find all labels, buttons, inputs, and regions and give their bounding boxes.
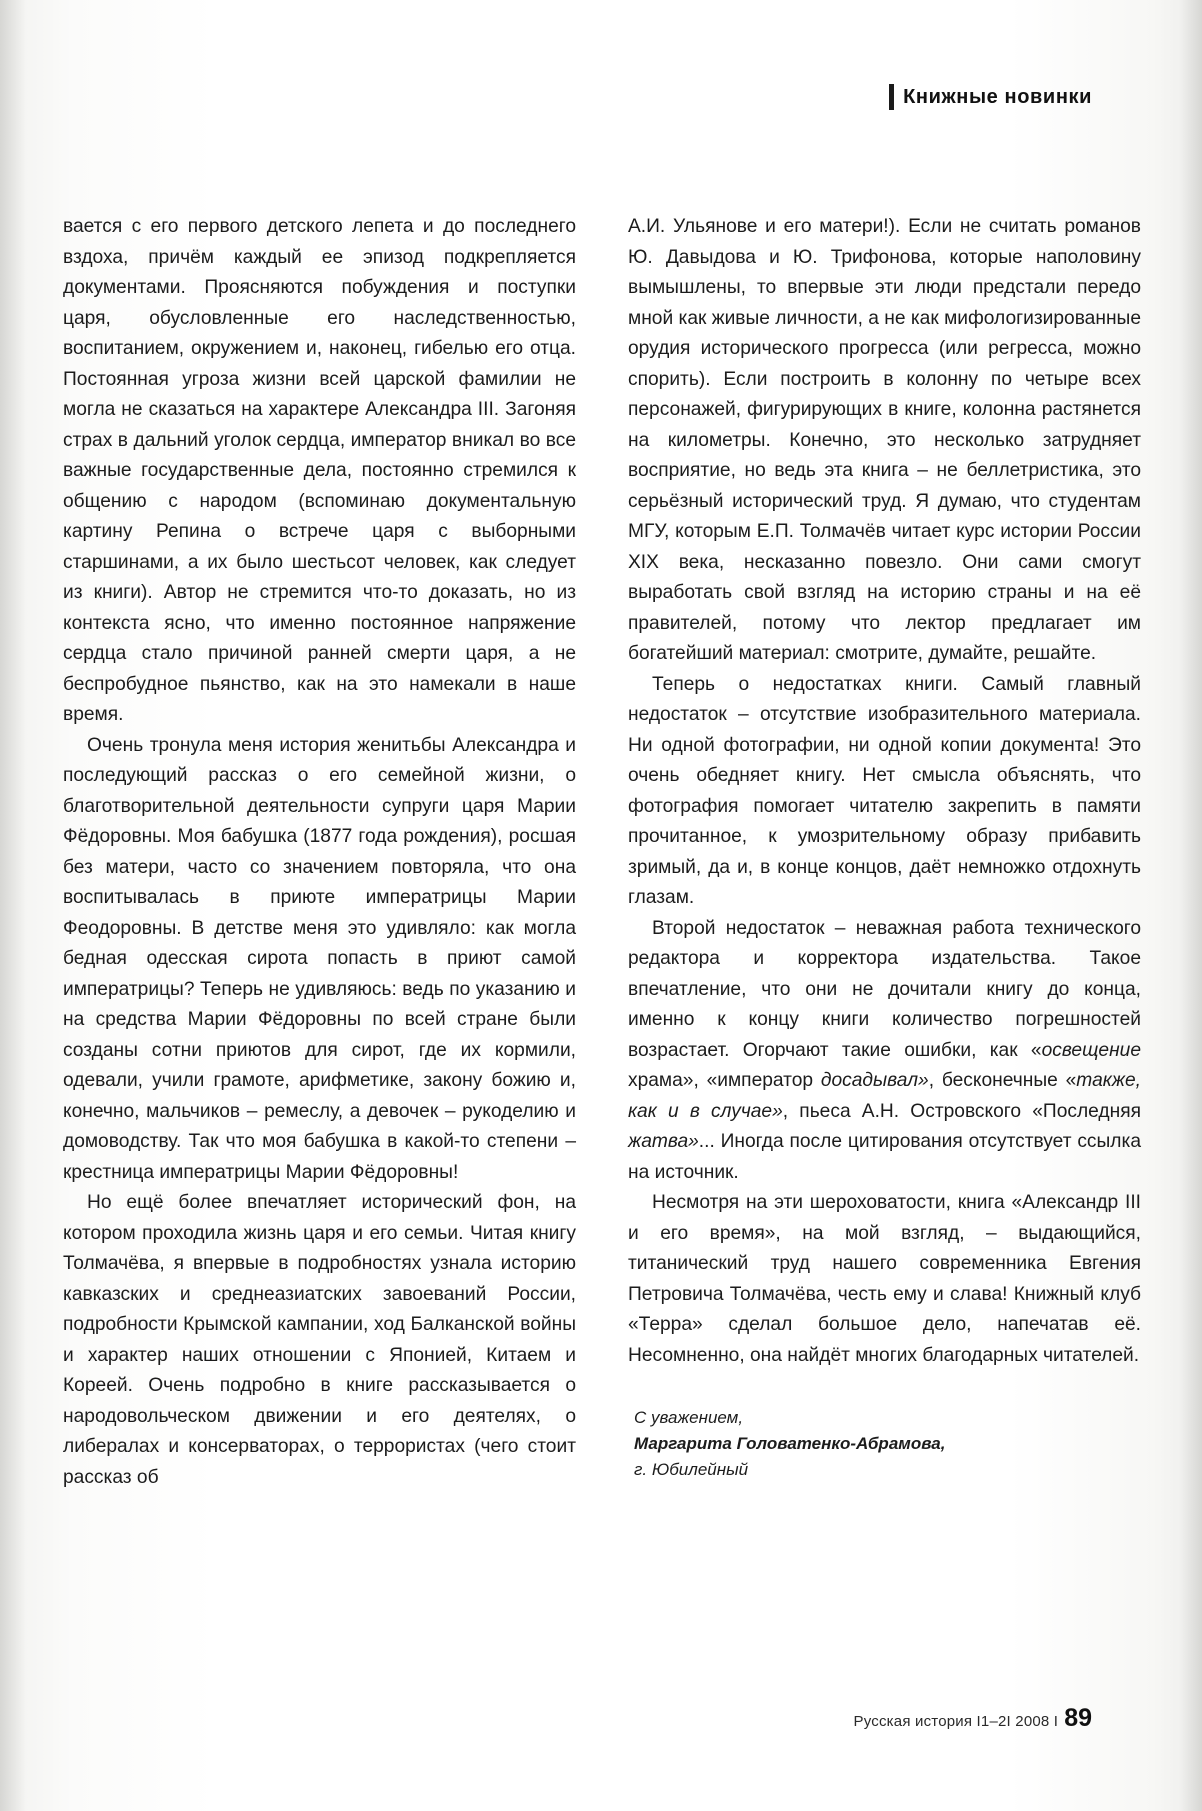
letter-signature <box>628 1405 1141 1483</box>
article-body <box>63 212 1141 1493</box>
page-edge-shadow-right <box>1180 0 1202 1811</box>
right-column <box>628 212 1141 1493</box>
paragraph-with-italics <box>628 914 1141 1189</box>
text-run: храма», «император <box>628 1070 821 1091</box>
text-run: , пьеса А.Н. Островского «Последняя <box>782 1100 1141 1122</box>
signature-author: Маргарита Головатенко-Абрамова, <box>634 1434 946 1453</box>
signature-closing: С уважением, <box>634 1408 744 1427</box>
paragraph: Очень тронула меня история женитьбы Александра и последующий рассказ о его семейной жизни, о благотворительной деятельности супруги царя Марии Фёдоровны. Моя бабушка (1877 года рождения), росшая без матери, часто со значением повторяла, что она воспитывалась в приюте императрицы Марии Феодоровны. В детстве меня это удивляло: как могла бедная одесская сирота попасть в приют самой императрицы? Теперь не удивляюсь: ведь по указанию и на средства Марии Фёдоровны по всей стране были созданы сотни приютов для сирот, где их кормили, одевали, учили грамоте, арифметике, закону божию и, конечно, мальчиков – ремеслу, а девочек – рукоделию и домоводству. Так что моя бабушка в какой-то степени – крестница императрицы Марии Фёдоровны! <box>63 734 576 1183</box>
header-rule-icon <box>889 84 894 110</box>
signature-city: г. Юбилейный <box>634 1460 749 1479</box>
paragraph: Но ещё более впечатляет исторический фон, на котором проходила жизнь царя и его семьи. Читая книгу Толмачёва, я впервые в подробностях узнала историю кавказских и среднеазиатских завоеваний России, подробности Крымской кампании, ход Балканской войны и характер наших отношении с Японией, Китаем и Кореей. Очень подробно в книге рассказывается о народовольческом движении и его деятелях, о либералах и консерваторах, о террористах (чего стоит рассказ об <box>63 1192 576 1488</box>
page-footer <box>854 1704 1092 1733</box>
paragraph: А.И. Ульянове и его матери!). Если не считать романов Ю. Давыдова и Ю. Трифонова, которые наполовину вымышлены, то впервые эти люди предстали передо мной как живые личности, а не как мифологизированные орудия исторического прогресса (или регресса, можно спорить). Если построить в колонну по четыре всех персонажей, фигурирующих в книге, колонна растянется на километры. Конечно, это несколько затрудняет восприятие, но ведь эта книга – не беллетристика, это серьёзный исторический труд. Я думаю, что студентам МГУ, которым Е.П. Толмачёв читает курс истории России XIX века, несказанно повезло. Они сами смогут выработать свой взгляд на историю страны и на её правителей, потому что лектор предлагает им богатейший материал: смотрите, думайте, решайте. <box>628 216 1141 664</box>
text-run: Второй недостаток – неважная работа технического редактора и корректора издательства. Такое впечатление, что они не дочитали книгу до конца, именно к концу книги количество погрешностей возрастает. Огорчают такие ошибки, как « <box>628 917 1141 1061</box>
italic-quote: досадывал» <box>820 1070 929 1091</box>
section-title: Книжные новинки <box>903 85 1092 108</box>
text-run: ... Иногда после цитирования отсутствует ссылка на источник. <box>628 1131 1141 1183</box>
page-header <box>889 84 1092 110</box>
italic-quote: жатва» <box>628 1131 699 1152</box>
paragraph: Теперь о недостатках книги. Самый главный недостаток – отсутствие изобразительного материала. Ни одной фотографии, ни одной копии документа! Это очень обедняет книгу. Нет смысла объяснять, что фотография помогает читателю закрепить в памяти прочитанное, к умозрительному образу прибавить зримый, да и, в конце концов, даёт немножко отдохнуть глазам. <box>628 673 1141 908</box>
text-run: , бесконечные « <box>928 1070 1077 1091</box>
paragraph: вается с его первого детского лепета и до последнего вздоха, причём каждый ее эпизод подкрепляется документами. Проясняются побуждения и поступки царя, обусловленные его наследственностью, воспитанием, окружением и, наконец, гибелью его отца. Постоянная угроза жизни всей царской фамилии не могла не сказаться на характере Александра III. Загоняя страх в дальний уголок сердца, император вникал во все важные государственные дела, постоянно стремился к общению с народом (вспоминаю документальную картину Репина о встрече царя с выборными старшинами, а их было шестьсот человек, как следует из книги). Автор не стремится что-то доказать, но из контекста ясно, что именно постоянное напряжение сердца стало причиной ранней смерти царя, а не беспробудное пьянство, как на это намекали в наше время. <box>63 216 576 725</box>
paragraph: Несмотря на эти шероховатости, книга «Александр III и его время», на мой взгляд, – выдающийся, титанический труд нашего современника Евгения Петровича Толмачёва, честь ему и слава! Книжный клуб «Терра» сделал большое дело, напечатав её. Несомненно, она найдёт многих благодарных читателей. <box>628 1192 1141 1366</box>
page-number: 89 <box>1064 1704 1092 1732</box>
italic-quote: также, как и в случае» <box>628 1070 1141 1122</box>
italic-quote: освещение <box>1041 1039 1141 1061</box>
page-edge-shadow-left <box>0 0 26 1811</box>
left-column <box>63 212 576 1493</box>
journal-issue: Русская история I1–2I 2008 I <box>853 1713 1059 1730</box>
